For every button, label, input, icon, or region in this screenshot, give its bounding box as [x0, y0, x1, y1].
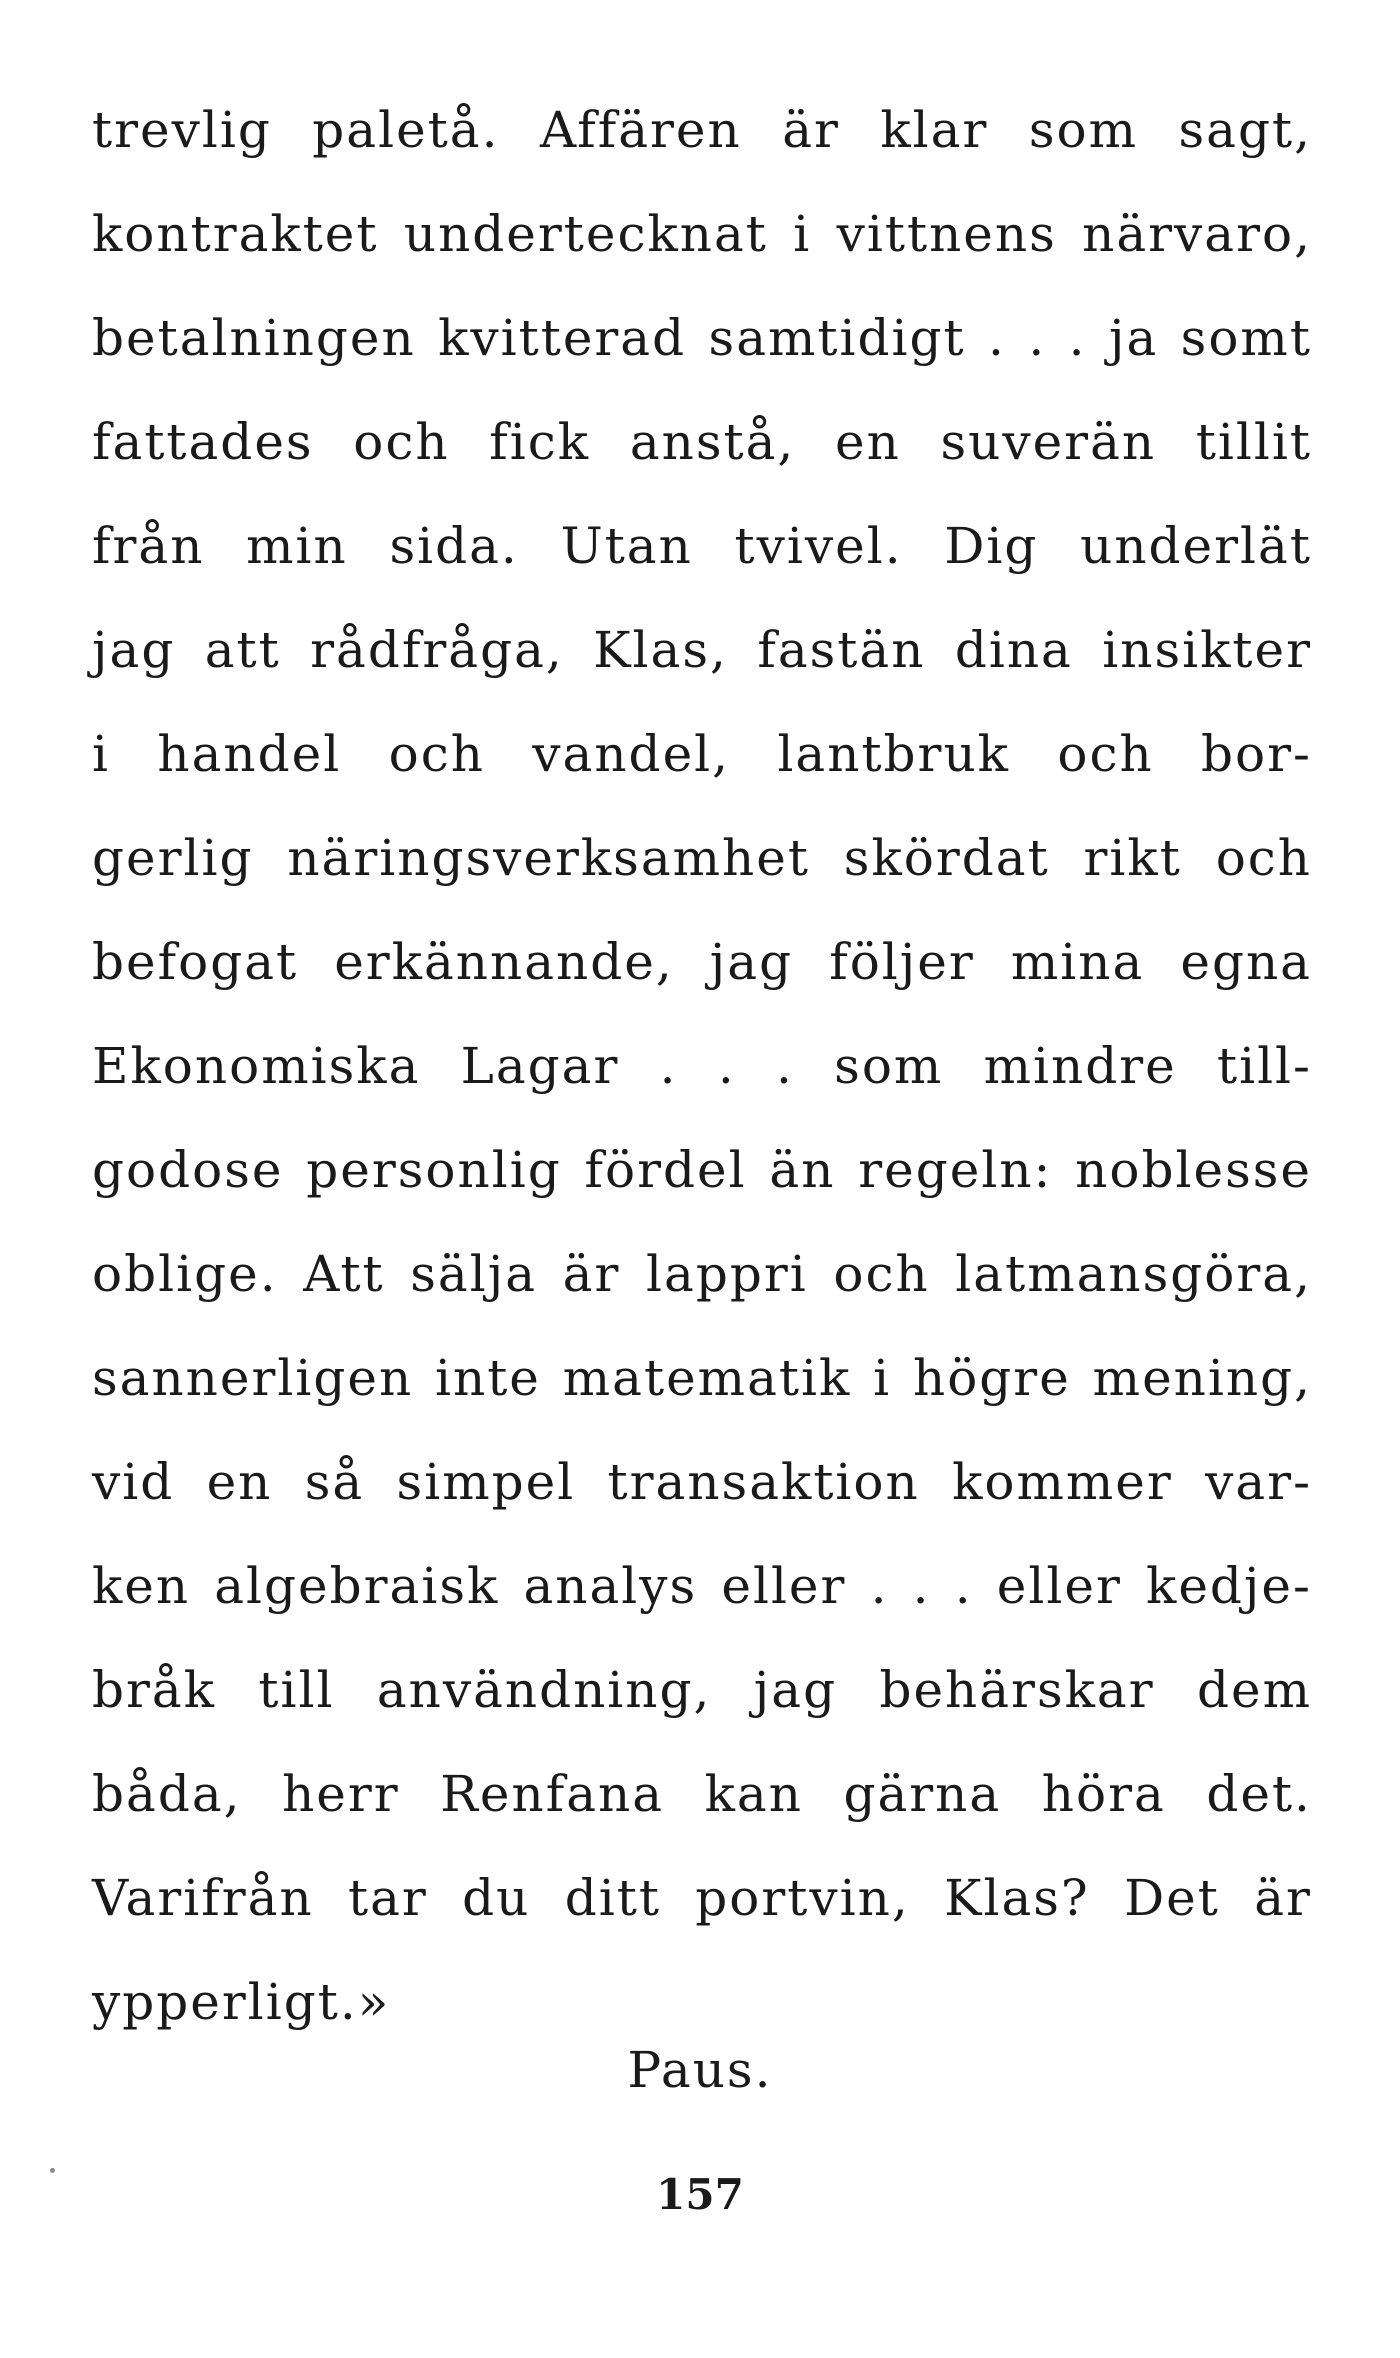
word: och	[353, 413, 450, 471]
word: Klas?	[944, 1869, 1090, 1927]
word: dem	[1196, 1661, 1312, 1719]
word: sida.	[389, 517, 519, 575]
word: är	[562, 1245, 621, 1303]
word: Att	[303, 1245, 385, 1303]
word: jag	[709, 933, 794, 991]
word: gerlig	[92, 829, 254, 887]
word: godose	[92, 1141, 284, 1199]
word: till	[258, 1661, 335, 1719]
word: .	[775, 1037, 794, 1095]
word: transaktion	[607, 1453, 920, 1511]
word: till-	[1216, 1037, 1312, 1095]
word: analys	[523, 1557, 698, 1615]
word: ypperligt.»	[92, 1973, 391, 2031]
word: regeln:	[858, 1141, 1053, 1199]
word: eller	[721, 1557, 847, 1615]
text-line	[92, 78, 1312, 182]
word: fick	[489, 413, 591, 471]
word: inte	[435, 1349, 541, 1407]
word: användning,	[376, 1661, 712, 1719]
text-line	[92, 390, 1312, 494]
word: tar	[348, 1869, 428, 1927]
word: kvitterad	[438, 309, 687, 367]
word: mening,	[1092, 1349, 1312, 1407]
word: rikt	[1083, 829, 1182, 887]
word: .	[1028, 309, 1047, 367]
word: Ekonomiska	[92, 1037, 421, 1095]
word: Utan	[560, 517, 693, 575]
word: rådfråga,	[310, 621, 564, 679]
text-line	[92, 1846, 1312, 1950]
text-line	[92, 702, 1312, 806]
word: näringsverksamhet	[287, 829, 810, 887]
text-line	[92, 286, 1312, 390]
word: simpel	[396, 1453, 576, 1511]
word: och	[1215, 829, 1312, 887]
word: fattades	[92, 413, 314, 471]
word: att	[204, 621, 281, 679]
word: närvaro,	[1082, 205, 1312, 263]
text-line	[92, 910, 1312, 1014]
word: fastän	[757, 621, 926, 679]
word: än	[769, 1141, 836, 1199]
word: Varifrån	[92, 1869, 314, 1927]
word: Lagar	[460, 1037, 620, 1095]
word: mina	[1010, 933, 1145, 991]
word: så	[304, 1453, 365, 1511]
word: en	[834, 413, 901, 471]
word: högre	[913, 1349, 1071, 1407]
word: du	[462, 1869, 531, 1927]
word: skördat	[843, 829, 1050, 887]
word: algebraisk	[214, 1557, 500, 1615]
page-number: 157	[656, 2170, 744, 2219]
word: i	[793, 205, 812, 263]
word: från	[92, 517, 205, 575]
text-line	[92, 1742, 1312, 1846]
text-line	[92, 806, 1312, 910]
word: som	[1028, 101, 1139, 159]
word: det.	[1206, 1765, 1312, 1823]
body-text	[92, 78, 1312, 2054]
word: dina	[954, 621, 1073, 679]
word: kan	[704, 1765, 803, 1823]
word: är	[782, 101, 840, 159]
word: erkännande,	[334, 933, 674, 991]
print-speck	[50, 2168, 55, 2173]
word: som	[834, 1037, 944, 1095]
word: vid	[92, 1453, 175, 1511]
text-line	[92, 1118, 1312, 1222]
word: personlig	[306, 1141, 562, 1199]
text-line	[92, 1222, 1312, 1326]
word: portvin,	[695, 1869, 910, 1927]
word: är	[1254, 1869, 1312, 1927]
text-line	[92, 1326, 1312, 1430]
word: behärskar	[879, 1661, 1155, 1719]
word: höra	[1041, 1765, 1166, 1823]
text-line	[92, 1430, 1312, 1534]
word: vittnens	[836, 205, 1057, 263]
word: kedje-	[1146, 1557, 1312, 1615]
word: jag	[92, 621, 176, 679]
stage-direction: Paus.	[627, 2041, 773, 2099]
word: sagt,	[1178, 101, 1312, 159]
word: i	[873, 1349, 892, 1407]
word: mindre	[983, 1037, 1177, 1095]
word: latmansgöra,	[955, 1245, 1312, 1303]
word: samtidigt	[708, 309, 966, 367]
word: min	[246, 517, 348, 575]
word: underlät	[1080, 517, 1312, 575]
word: insikter	[1102, 621, 1312, 679]
word: följer	[829, 933, 975, 991]
word: vandel,	[532, 725, 731, 783]
text-line	[92, 1638, 1312, 1742]
word: jag	[753, 1661, 838, 1719]
word: noblesse	[1075, 1141, 1312, 1199]
text-line	[92, 1014, 1312, 1118]
word: kommer	[952, 1453, 1173, 1511]
text-line	[92, 1534, 1312, 1638]
word: bråk	[92, 1661, 217, 1719]
word: och	[1057, 725, 1154, 783]
word: handel	[157, 725, 342, 783]
word: ken	[92, 1557, 191, 1615]
word: .	[659, 1037, 678, 1095]
word: klar	[880, 101, 989, 159]
word: lantbruk	[777, 725, 1010, 783]
word: lappri	[646, 1245, 808, 1303]
word: båda,	[92, 1765, 242, 1823]
word: ja	[1108, 309, 1159, 367]
word: egna	[1180, 933, 1312, 991]
word: suverän	[940, 413, 1157, 471]
word: .	[988, 309, 1006, 367]
word: Klas,	[593, 621, 728, 679]
text-line	[92, 598, 1312, 702]
word: herr	[282, 1765, 400, 1823]
word: var-	[1205, 1453, 1312, 1511]
word: undertecknat	[403, 205, 768, 263]
word: gärna	[843, 1765, 1002, 1823]
word: fördel	[584, 1141, 747, 1199]
word: eller	[996, 1557, 1122, 1615]
word: anstå,	[629, 413, 796, 471]
word: matematik	[562, 1349, 852, 1407]
word: ditt	[564, 1869, 661, 1927]
word: oblige.	[92, 1245, 278, 1303]
word: somt	[1180, 309, 1312, 367]
word: .	[954, 1557, 973, 1615]
word: Dig	[944, 517, 1039, 575]
word: .	[912, 1557, 931, 1615]
word: trevlig	[92, 101, 272, 159]
word: tillit	[1195, 413, 1312, 471]
word: .	[1068, 309, 1087, 367]
text-line	[92, 182, 1312, 286]
word: Det	[1124, 1869, 1220, 1927]
word: kontraktet	[92, 205, 379, 263]
word: i	[92, 725, 110, 783]
word: befogat	[92, 933, 299, 991]
word: tvivel.	[734, 517, 903, 575]
word: Affären	[539, 101, 742, 159]
word: betalningen	[92, 309, 416, 367]
word: .	[717, 1037, 736, 1095]
word: bor-	[1201, 725, 1312, 783]
word: och	[833, 1245, 930, 1303]
word: sannerligen	[92, 1349, 414, 1407]
word: och	[388, 725, 485, 783]
word: Renfana	[440, 1765, 665, 1823]
word: .	[870, 1557, 889, 1615]
word: sälja	[410, 1245, 538, 1303]
word: en	[206, 1453, 273, 1511]
text-line	[92, 494, 1312, 598]
word: paletå.	[312, 101, 500, 159]
